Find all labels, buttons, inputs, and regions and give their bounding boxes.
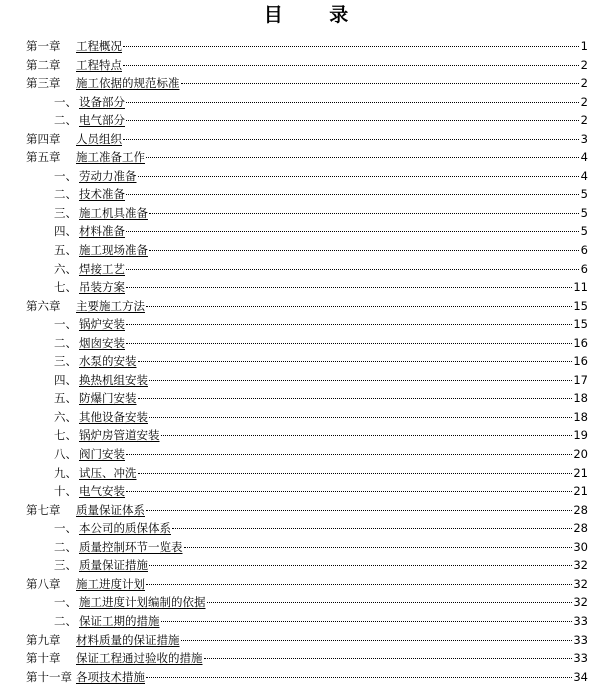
toc-page-number: 2	[580, 94, 588, 109]
toc-dot-leader	[146, 157, 579, 158]
toc-dot-leader	[126, 194, 579, 195]
toc-entry-number: 十、	[54, 484, 77, 499]
toc-entry-title: 吊装方案	[79, 280, 125, 295]
toc-entry-link[interactable]	[26, 668, 145, 687]
toc-dot-leader	[123, 139, 579, 140]
toc-dot-leader	[146, 677, 572, 678]
toc-section-entry[interactable]	[0, 241, 612, 260]
toc-page-number: 15	[573, 317, 588, 332]
toc-dot-leader	[126, 454, 572, 455]
toc-entry-number: 第九章	[26, 632, 61, 647]
toc-dot-leader	[138, 473, 573, 474]
toc-entry-title: 施工机具准备	[79, 205, 148, 220]
toc-entry-number: 二、	[54, 187, 77, 202]
toc-dot-leader	[146, 510, 572, 511]
toc-entry-title: 锅炉房管道安装	[79, 428, 160, 443]
toc-entry-link[interactable]	[54, 260, 125, 279]
toc-entry-number: 第十一章	[26, 669, 72, 684]
toc-entry-title: 试压、冲洗	[79, 465, 137, 480]
toc-entry-number: 第五章	[26, 150, 61, 165]
toc-entry-link[interactable]	[54, 389, 137, 408]
toc-entry-title: 人员组织	[76, 131, 122, 146]
toc-section-entry[interactable]	[0, 556, 612, 575]
toc-entry-link[interactable]	[54, 445, 125, 464]
toc-section-entry[interactable]	[0, 389, 612, 408]
toc-chapter-entry[interactable]	[0, 649, 612, 668]
toc-entry-link[interactable]	[26, 501, 145, 520]
toc-entry-title: 本公司的质保体系	[79, 521, 171, 536]
toc-section-entry[interactable]	[0, 519, 612, 538]
toc-entry-link[interactable]	[54, 519, 171, 538]
toc-dot-leader	[126, 343, 572, 344]
toc-entry-number: 七、	[54, 428, 77, 443]
toc-entry-title: 电气安装	[79, 484, 125, 499]
toc-dot-leader	[149, 380, 572, 381]
toc-dot-leader	[146, 306, 572, 307]
toc-entry-title: 质量保证体系	[76, 502, 145, 517]
toc-entry-link[interactable]	[54, 185, 125, 204]
toc-entry-title: 电气部分	[79, 113, 125, 128]
toc-entry-title: 焊接工艺	[79, 261, 125, 276]
toc-entry-number: 第一章	[26, 39, 61, 53]
toc-dot-leader	[126, 120, 579, 121]
toc-section-entry[interactable]	[0, 352, 612, 371]
toc-dot-leader	[123, 65, 579, 66]
toc-section-entry[interactable]	[0, 278, 612, 297]
toc-dot-leader	[138, 176, 580, 177]
toc-dot-leader	[126, 287, 572, 288]
toc-entry-number: 八、	[54, 447, 77, 462]
toc-page-number: 11	[573, 280, 588, 295]
toc-dot-leader	[161, 621, 573, 622]
toc-page-number: 17	[573, 372, 588, 387]
toc-dot-leader	[126, 491, 572, 492]
toc-page-number: 32	[573, 595, 588, 610]
toc-entry-title: 劳动力准备	[79, 168, 137, 183]
toc-section-entry[interactable]	[0, 593, 612, 612]
toc-entry-number: 第四章	[26, 131, 61, 146]
toc-entry-link[interactable]	[54, 464, 137, 483]
toc-entry-number: 第二章	[26, 57, 61, 72]
toc-section-entry[interactable]	[0, 204, 612, 223]
toc-page-number: 21	[573, 465, 588, 480]
toc-section-entry[interactable]	[0, 93, 612, 112]
toc-section-entry[interactable]	[0, 260, 612, 279]
toc-chapter-entry[interactable]	[0, 668, 612, 687]
toc-page-number: 2	[580, 57, 588, 72]
toc-entry-title: 各项技术措施	[76, 669, 145, 684]
toc-entry-title: 防爆门安装	[79, 391, 137, 406]
toc-entry-number: 三、	[54, 354, 77, 369]
toc-entry-number: 五、	[54, 243, 77, 258]
toc-dot-leader	[138, 361, 573, 362]
toc-page-number: 2	[580, 113, 588, 128]
toc-entry-link[interactable]	[26, 297, 145, 316]
toc-entry-link[interactable]	[26, 631, 180, 650]
toc-entry-title: 换热机组安装	[79, 372, 148, 387]
toc-page-number: 4	[580, 150, 588, 165]
toc-entry-title: 阀门安装	[79, 447, 125, 462]
toc-entry-number: 二、	[54, 539, 77, 554]
toc-entry-link[interactable]	[54, 556, 148, 575]
toc-dot-leader	[172, 528, 572, 529]
toc-dot-leader	[149, 213, 579, 214]
toc-chapter-entry[interactable]	[0, 501, 612, 520]
toc-entry-link[interactable]	[54, 222, 125, 241]
toc-entry-link[interactable]	[26, 74, 180, 93]
toc-entry-number: 四、	[54, 224, 77, 239]
toc-dot-leader	[184, 547, 573, 548]
toc-entry-number: 五、	[54, 391, 77, 406]
toc-entry-link[interactable]	[54, 612, 160, 631]
toc-page-number: 6	[580, 243, 588, 258]
toc-chapter-entry[interactable]	[0, 56, 612, 75]
toc-entry-number: 二、	[54, 113, 77, 128]
toc-entry-title: 工程特点	[76, 57, 122, 72]
toc-page-number: 5	[580, 187, 588, 202]
toc-entry-link[interactable]	[54, 593, 206, 612]
toc-entry-title: 施工进度计划编制的依据	[79, 595, 206, 610]
toc-entry-title: 施工现场准备	[79, 243, 148, 258]
toc-page-number: 18	[573, 409, 588, 424]
toc-page-number: 32	[573, 576, 588, 591]
toc-entry-link[interactable]	[26, 649, 203, 668]
toc-page-number: 5	[580, 224, 588, 239]
toc-dot-leader	[161, 435, 573, 436]
toc-entry-link[interactable]	[54, 204, 148, 223]
toc-dot-leader	[204, 658, 573, 659]
toc-page-number: 15	[573, 298, 588, 313]
toc-entry-link[interactable]	[26, 148, 145, 167]
toc-section-entry[interactable]	[0, 167, 612, 186]
toc-page-number: 19	[573, 428, 588, 443]
toc-entry-number: 一、	[54, 168, 77, 183]
toc-entry-title: 保证工程通过验收的措施	[76, 651, 203, 666]
toc-entry-link[interactable]	[26, 130, 122, 149]
toc-section-entry[interactable]	[0, 222, 612, 241]
toc-page-number: 33	[573, 651, 588, 666]
toc-entry-link[interactable]	[54, 278, 125, 297]
toc-entry-number: 第七章	[26, 502, 61, 517]
toc-page-number: 6	[580, 261, 588, 276]
toc-entry-title: 材料准备	[79, 224, 125, 239]
toc-section-entry[interactable]	[0, 408, 612, 427]
toc-entry-number: 一、	[54, 317, 77, 332]
toc-entry-number: 九、	[54, 465, 77, 480]
toc-entry-title: 烟囱安装	[79, 335, 125, 350]
toc-chapter-entry[interactable]	[0, 631, 612, 650]
toc-page-number: 21	[573, 484, 588, 499]
toc-entry-link[interactable]	[26, 37, 122, 56]
toc-entry-number: 一、	[54, 595, 77, 610]
toc-page-number: 33	[573, 632, 588, 647]
toc-section-entry[interactable]	[0, 315, 612, 334]
toc-dot-leader	[138, 398, 573, 399]
toc-list	[0, 37, 612, 686]
toc-entry-title: 设备部分	[79, 94, 125, 109]
toc-dot-leader	[181, 640, 573, 641]
toc-page-number: 4	[580, 168, 588, 183]
toc-page-number: 16	[573, 354, 588, 369]
toc-entry-number: 七、	[54, 280, 77, 295]
toc-section-entry[interactable]	[0, 371, 612, 390]
toc-entry-title: 保证工期的措施	[79, 613, 160, 628]
toc-entry-link[interactable]	[26, 56, 122, 75]
toc-entry-title: 技术准备	[79, 187, 125, 202]
toc-entry-number: 一、	[54, 521, 77, 536]
toc-page-number: 5	[580, 205, 588, 220]
toc-entry-link[interactable]	[54, 482, 125, 501]
toc-entry-number: 一、	[54, 94, 77, 109]
toc-dot-leader	[126, 269, 579, 270]
toc-entry-title: 水泵的安装	[79, 354, 137, 369]
toc-section-entry[interactable]	[0, 482, 612, 501]
toc-entry-title: 质量控制环节一览表	[79, 539, 183, 554]
toc-section-entry[interactable]	[0, 612, 612, 631]
toc-page-number: 1	[580, 39, 588, 53]
toc-entry-number: 第六章	[26, 298, 61, 313]
toc-dot-leader	[149, 250, 579, 251]
toc-entry-title: 其他设备安装	[79, 409, 148, 424]
toc-entry-title: 施工进度计划	[76, 576, 145, 591]
toc-entry-number: 二、	[54, 335, 77, 350]
toc-dot-leader	[149, 417, 572, 418]
toc-section-entry[interactable]	[0, 185, 612, 204]
toc-entry-number: 六、	[54, 409, 77, 424]
toc-entry-number: 二、	[54, 613, 77, 628]
toc-entry-number: 四、	[54, 372, 77, 387]
toc-page-number: 32	[573, 558, 588, 573]
toc-entry-title: 锅炉安装	[79, 317, 125, 332]
toc-entry-link[interactable]	[54, 111, 125, 130]
toc-chapter-entry[interactable]	[0, 297, 612, 316]
toc-dot-leader	[181, 83, 580, 84]
toc-chapter-entry[interactable]	[0, 575, 612, 594]
toc-entry-title: 材料质量的保证措施	[76, 632, 180, 647]
toc-entry-link[interactable]	[54, 93, 125, 112]
toc-dot-leader	[149, 565, 572, 566]
toc-entry-number: 三、	[54, 205, 77, 220]
toc-chapter-entry[interactable]	[0, 37, 612, 56]
toc-entry-link[interactable]	[54, 352, 137, 371]
toc-entry-link[interactable]	[54, 334, 125, 353]
toc-chapter-entry[interactable]	[0, 74, 612, 93]
toc-dot-leader	[207, 602, 573, 603]
toc-page-number: 34	[573, 669, 588, 684]
toc-entry-number: 第十章	[26, 651, 61, 666]
toc-page-number: 28	[573, 502, 588, 517]
toc-entry-link[interactable]	[54, 538, 183, 557]
toc-section-entry[interactable]	[0, 464, 612, 483]
toc-entry-link[interactable]	[54, 426, 160, 445]
toc-entry-link[interactable]	[54, 371, 148, 390]
toc-page-number: 33	[573, 613, 588, 628]
toc-entry-number: 第三章	[26, 76, 61, 91]
toc-section-entry[interactable]	[0, 426, 612, 445]
toc-section-entry[interactable]	[0, 445, 612, 464]
toc-entry-number: 三、	[54, 558, 77, 573]
toc-entry-title: 质量保证措施	[79, 558, 148, 573]
toc-entry-link[interactable]	[54, 241, 148, 260]
toc-dot-leader	[123, 46, 579, 47]
toc-entry-link[interactable]	[54, 408, 148, 427]
toc-entry-number: 六、	[54, 261, 77, 276]
toc-chapter-entry[interactable]	[0, 130, 612, 149]
toc-chapter-entry[interactable]	[0, 148, 612, 167]
toc-title: 目 录	[263, 4, 369, 26]
toc-entry-title: 施工准备工作	[76, 150, 145, 165]
toc-entry-title: 主要施工方法	[76, 298, 145, 313]
toc-entry-title: 施工依据的规范标准	[76, 76, 180, 91]
toc-page-number: 30	[573, 539, 588, 554]
toc-entry-link[interactable]	[54, 167, 137, 186]
toc-entry-link[interactable]	[54, 315, 125, 334]
toc-dot-leader	[126, 324, 572, 325]
toc-section-entry[interactable]	[0, 111, 612, 130]
toc-page-number: 18	[573, 391, 588, 406]
toc-page-number: 28	[573, 521, 588, 536]
toc-dot-leader	[146, 584, 572, 585]
toc-entry-title: 工程概况	[76, 39, 122, 53]
toc-entry-number: 第八章	[26, 576, 61, 591]
toc-dot-leader	[126, 231, 579, 232]
toc-dot-leader	[126, 102, 579, 103]
toc-page-number: 3	[580, 131, 588, 146]
toc-page-number: 20	[573, 447, 588, 462]
toc-page-number: 2	[580, 76, 588, 91]
toc-page-number: 16	[573, 335, 588, 350]
toc-section-entry[interactable]	[0, 334, 612, 353]
toc-section-entry[interactable]	[0, 538, 612, 557]
toc-entry-link[interactable]	[26, 575, 145, 594]
